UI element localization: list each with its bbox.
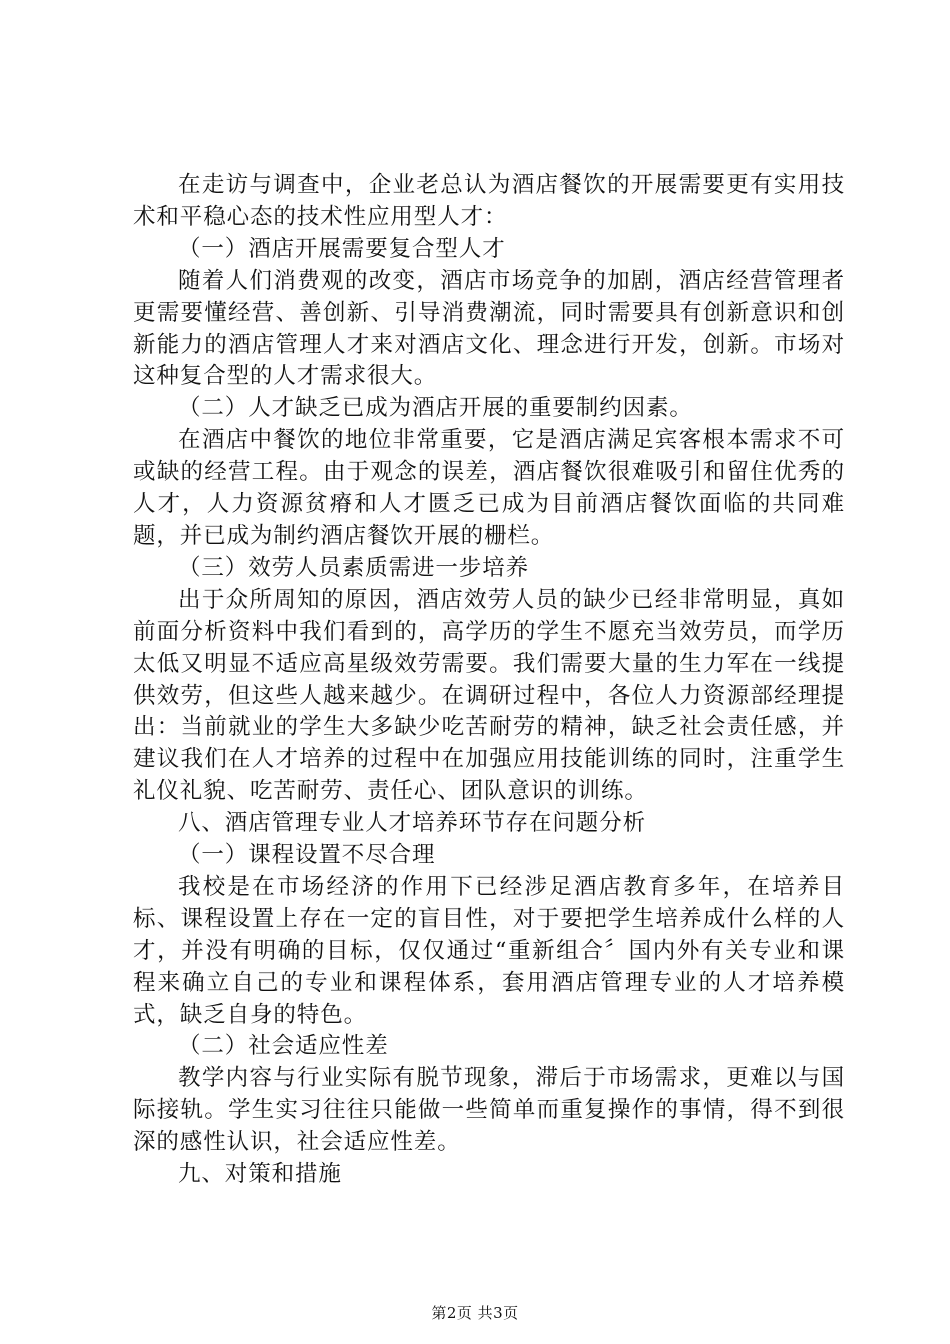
chapter-heading: 九、对策和措施 [178,1161,342,1188]
section-heading: （一）酒店开展需要复合型人才 [178,235,506,262]
paragraph: 在酒店中餐饮的地位非常重要，它是酒店满足宾客根本需求不可或缺的经营工程。由于观念的误差，酒店餐饮很难吸引和留住优秀的人才，人力资源贫瘠和人才匮乏已成为目前酒店餐饮面临的共同难题，并已成为制约酒店餐饮开展的栅栏。 [133,427,845,549]
section-heading: （三）效劳人员素质需进一步培养 [178,554,530,581]
paragraph: 在走访与调查中，企业老总认为酒店餐饮的开展需要更有实用技术和平稳心态的技术性应用型人才： [133,172,845,230]
page-footer: 第2页 共3页 [431,1304,519,1322]
paragraph: 随着人们消费观的改变，酒店市场竞争的加剧，酒店经营管理者更需要懂经营、善创新、引导消费潮流，同时需要具有创新意识和创新能力的酒店管理人才来对酒店文化、理念进行开发，创新。市场对这种复合型的人才需求很大。 [133,267,845,390]
section-heading: （二）社会适应性差 [178,1033,389,1060]
section-heading: （二）人才缺乏已成为酒店开展的重要制约因素。 [178,395,693,422]
document-body [133,170,845,1191]
paragraph: 我校是在市场经济的作用下已经涉足酒店教育多年，在培养目标、课程设置上存在一定的盲目性，对于要把学生培养成什么样的人才，并没有明确的目标，仅仅通过“重新组合〞国内外有关专业和课程来确立自己的专业和课程体系，套用酒店管理专业的人才培养模式，缺乏自身的特色。 [133,873,845,1028]
paragraph: 教学内容与行业实际有脱节现象，滞后于市场需求，更难以与国际接轨。学生实习往往只能做一些简单而重复操作的事情，得不到很深的感性认识，社会适应性差。 [133,1065,845,1156]
chapter-heading: 八、酒店管理专业人才培养环节存在问题分析 [178,810,647,837]
paragraph: 出于众所周知的原因，酒店效劳人员的缺少已经非常明显，真如前面分析资料中我们看到的，高学历的学生不愿充当效劳员，而学历太低又明显不适应高星级效劳需要。我们需要大量的生力军在一线提供效劳，但这些人越来越少。在调研过程中，各位人力资源部经理提出：当前就业的学生大多缺少吃苦耐劳的精神，缺乏社会责任感，并建议我们在人才培养的过程中在加强应用技能训练的同时，注重学生礼仪礼貌、吃苦耐劳、责任心、团队意识的训练。 [133,586,845,805]
section-heading: （一）课程设置不尽合理 [178,842,436,869]
